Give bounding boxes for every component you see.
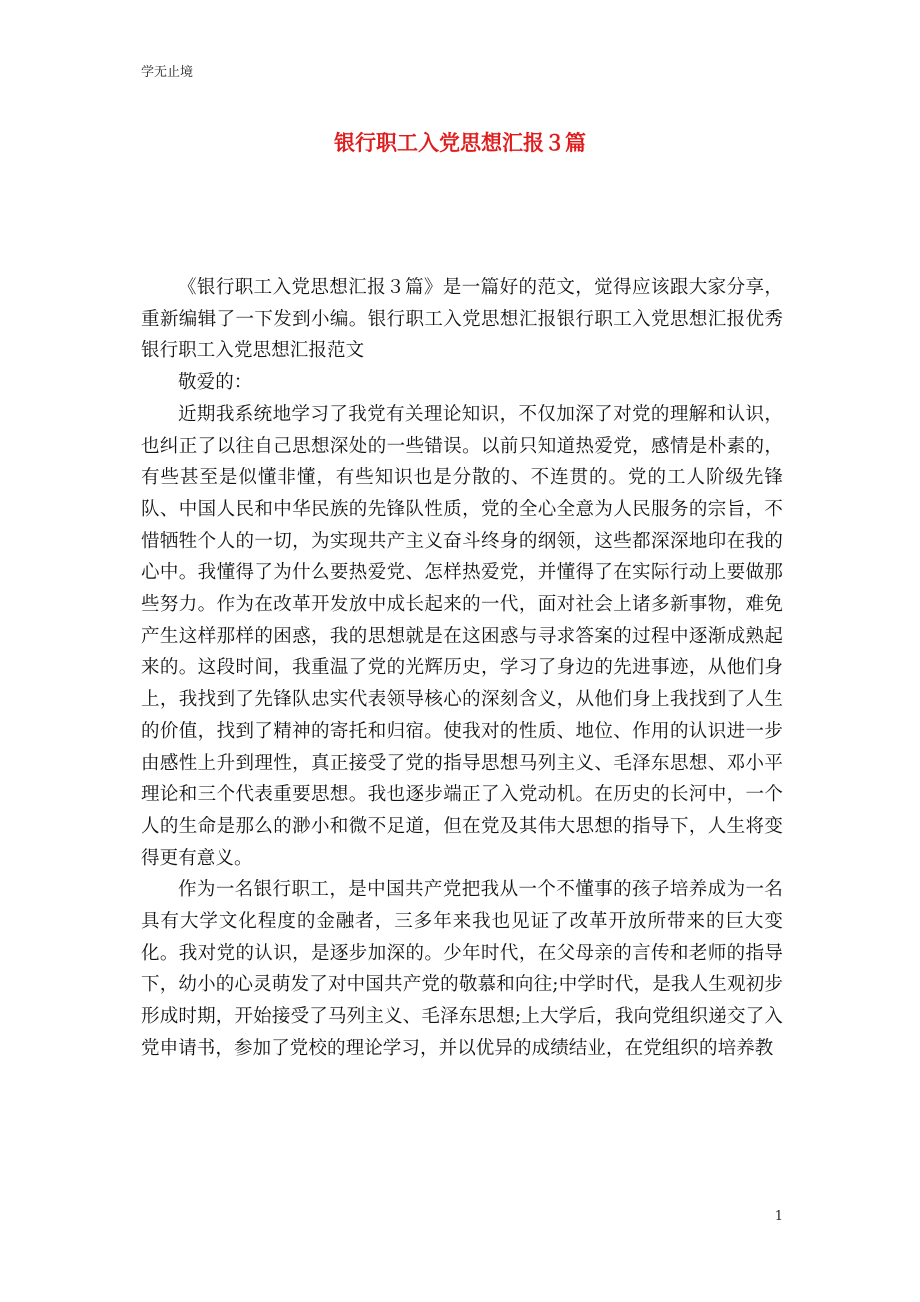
paragraph-intro: 《银行职工入党思想汇报３篇》是一篇好的范文，觉得应该跟大家分享，重新编辑了一下发到小编。银行职工入党思想汇报银行职工入党思想汇报优秀银行职工入党思想汇报范文: [141, 277, 783, 362]
paragraph-reflection: 近期我系统地学习了我党有关理论知识，不仅加深了对党的理解和认识，也纠正了以往自己思想深处的一些错误。以前只知道热爱党，感情是朴素的，有些甚至是似懂非懂，有些知识也是分散的、不连贯的。党的工人阶级先锋队、中国人民和中华民族的先锋队性质，党的全心全意为人民服务的宗旨，不惜牺牲个人的一切，为实现共产主义奋斗终身的纲领，这些都深深地印在我的心中。我懂得了为什么要热爱党、怎样热爱党，并懂得了在实际行动上要做那些努力。作为在改革开发放中成长起来的一代，面对社会上诸多新事物，难免产生这样那样的困惑，我的思想就是在这困惑与寻求答案的过程中逐渐成熟起来的。这段时间，我重温了党的光辉历史，学习了身边的先进事迹，从他们身上，我找到了先锋队忠实代表领导核心的深刻含义，从他们身上我找到了人生的价值，找到了精神的寄托和归宿。使我对的性质、地位、作用的认识进一步由感性上升到理性，真正接受了党的指导思想马列主义、毛泽东思想、邓小平理论和三个代表重要思想。我也逐步端正了入党动机。在历史的长河中，一个人的生命是那么的渺小和微不足道，但在党及其伟大思想的指导下，人生将变得更有意义。: [141, 403, 783, 869]
page-number: 1: [774, 1209, 783, 1224]
paragraph-salutation: 敬爱的：: [178, 372, 253, 394]
document-body: [141, 272, 783, 1065]
header-note: 学无止境: [141, 65, 194, 80]
document-title: 银行职工入党思想汇报３篇: [334, 130, 586, 155]
paragraph-experience: 作为一名银行职工，是中国共产党把我从一个不懂事的孩子培养成为一名具有大学文化程度的金融者，三多年来我也见证了改革开放所带来的巨大变化。我对党的认识，是逐步加深的。少年时代，在父母亲的言传和老师的指导下，幼小的心灵萌发了对中国共产党的敬慕和向往;中学时代，是我人生观初步形成时期，开始接受了马列主义、毛泽东思想;上大学后，我向党组织递交了入党申请书，参加了党校的理论学习，并以优异的成绩结业，在党组织的培养教: [141, 879, 783, 1059]
